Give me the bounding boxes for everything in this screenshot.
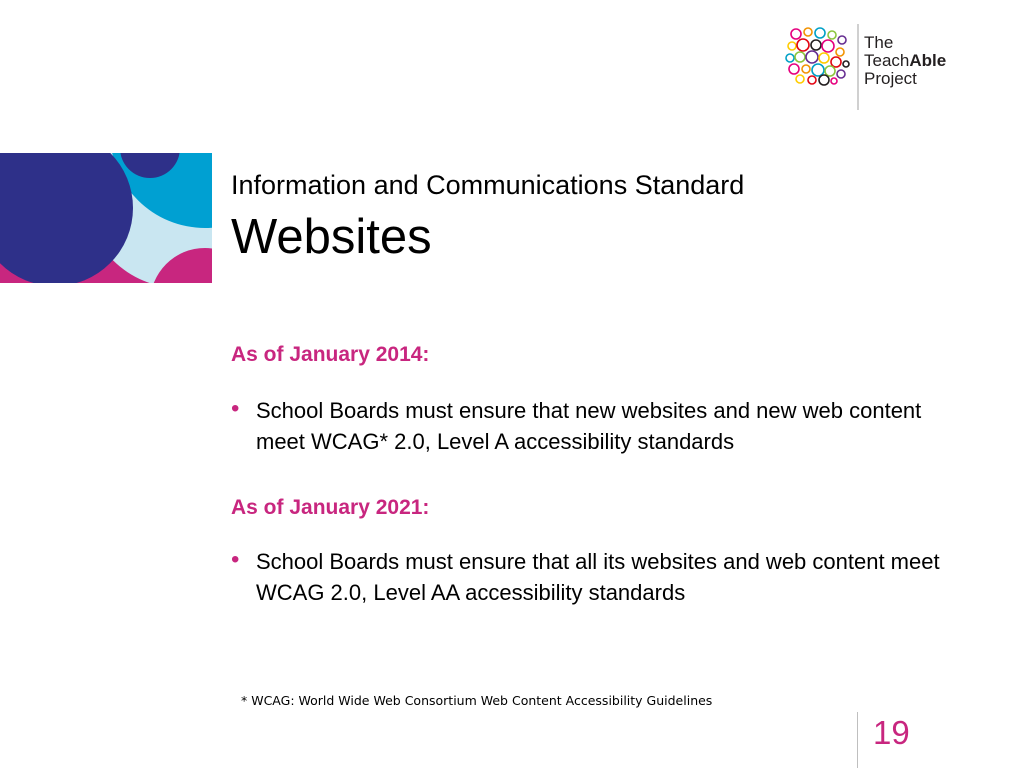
logo-ring [811, 40, 821, 50]
logo-ring [838, 36, 846, 44]
logo-ring [837, 70, 845, 78]
slide-title: Websites [231, 210, 432, 264]
decorative-banner [0, 153, 212, 283]
logo-ring [788, 42, 796, 50]
logo-ring [806, 51, 818, 63]
logo-ring [822, 40, 834, 52]
logo-able: Able [909, 51, 947, 70]
logo-ring [825, 66, 835, 76]
logo-ring [804, 28, 812, 36]
bullet-icon: • [231, 395, 240, 422]
logo-ring [819, 75, 829, 85]
logo-ring [802, 65, 810, 73]
logo-teach: Teach [864, 51, 910, 70]
logo-line-project: Project [864, 69, 917, 88]
section-heading-2014: As of January 2014: [231, 343, 430, 366]
logo-ring [831, 78, 837, 84]
bullet-icon: • [231, 546, 240, 573]
logo-ring [791, 29, 801, 39]
bullet-text-2021: School Boards must ensure that all its websites and web content meet WCAG 2.0, Level AA accessibility standards [256, 549, 940, 605]
logo-ring [786, 54, 794, 62]
logo-ring [815, 28, 825, 38]
logo-line-teachable [864, 52, 974, 70]
section-heading-2021: As of January 2021: [231, 496, 430, 519]
logo-ring [808, 76, 816, 84]
colorful-circles-logo-icon [784, 24, 852, 86]
logo-ring [836, 48, 844, 56]
logo-ring [819, 53, 829, 63]
logo-ring [789, 64, 799, 74]
footnote: * WCAG: World Wide Web Consortium Web Content Accessibility Guidelines [241, 693, 713, 708]
page-number: 19 [873, 714, 910, 751]
logo-ring [796, 75, 804, 83]
logo-divider [857, 24, 859, 110]
logo-ring [797, 39, 809, 51]
page-number-divider [857, 712, 858, 768]
logo-ring [812, 64, 824, 76]
logo-ring [831, 57, 841, 67]
logo-ring [843, 61, 849, 67]
logo-ring [795, 52, 805, 62]
bullet-text-2014: School Boards must ensure that new websites and new web content meet WCAG* 2.0, Level A accessibility standards [256, 398, 922, 454]
slide-subtitle: Information and Communications Standard [231, 170, 745, 200]
abstract-circles-graphic [0, 153, 212, 283]
logo-wordmark [864, 34, 974, 88]
logo-line-the: The [864, 33, 894, 52]
teachable-project-logo [784, 24, 974, 94]
logo-ring [828, 31, 836, 39]
